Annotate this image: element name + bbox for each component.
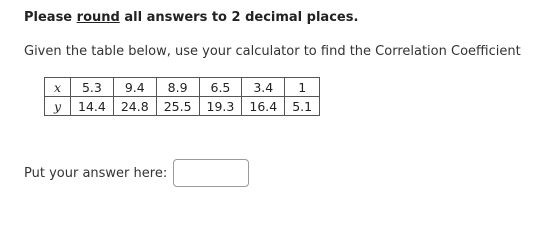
row-label-y: y xyxy=(45,97,71,116)
table-row-y xyxy=(45,97,320,116)
table-cell: 1 xyxy=(285,78,320,97)
data-table xyxy=(44,77,320,116)
answer-input[interactable] xyxy=(173,159,249,187)
instruction-suffix: all answers to 2 decimal places. xyxy=(119,10,359,25)
instruction-emphasis: round xyxy=(76,10,120,25)
table-cell: 9.4 xyxy=(113,78,156,97)
table-cell: 8.9 xyxy=(156,78,199,97)
question-prompt: Given the table below, use your calculator to find the Correlation Coefficient xyxy=(24,44,521,59)
table-cell: 14.4 xyxy=(71,97,114,116)
table-cell: 25.5 xyxy=(156,97,199,116)
table-cell: 3.4 xyxy=(242,78,285,97)
answer-label: Put your answer here: xyxy=(24,166,168,181)
table-cell: 24.8 xyxy=(113,97,156,116)
table-cell: 6.5 xyxy=(199,78,242,97)
table-cell: 5.1 xyxy=(285,97,320,116)
rounding-instruction xyxy=(24,10,358,25)
instruction-prefix: Please xyxy=(24,10,77,25)
table-cell: 16.4 xyxy=(242,97,285,116)
row-label-x: x xyxy=(45,78,71,97)
table-row-x xyxy=(45,78,320,97)
table-cell: 5.3 xyxy=(71,78,114,97)
table-cell: 19.3 xyxy=(199,97,242,116)
